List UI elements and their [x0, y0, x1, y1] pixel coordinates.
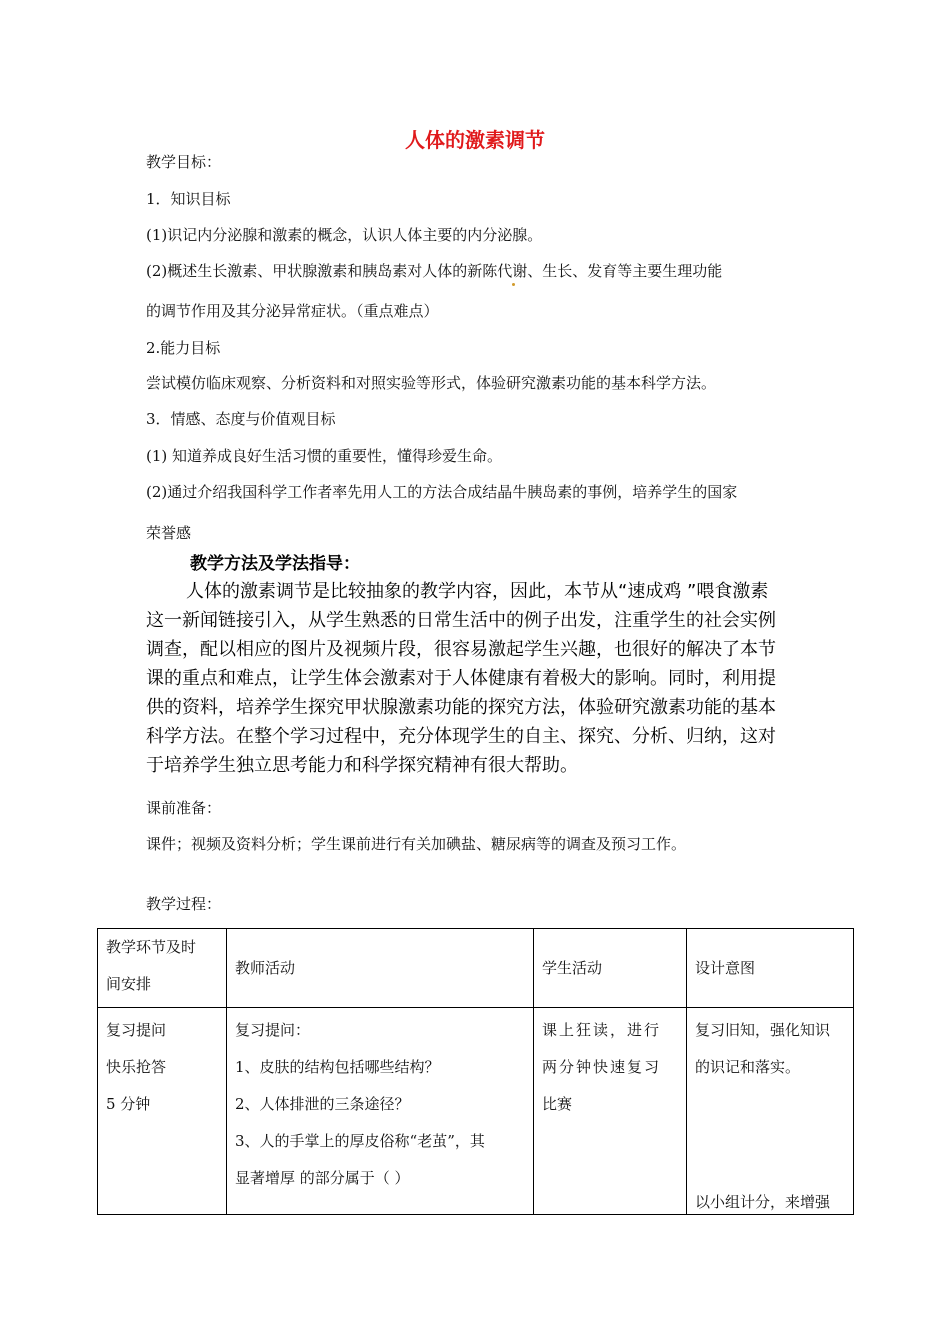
cell-design-intent: 复习旧知，强化知识 的识记和落实。 以小组计分，来增强 [687, 1008, 854, 1215]
knowledge-goal-2-line2: 的调节作用及其分泌异常症状。（重点难点） [146, 302, 439, 320]
method-heading: 教学方法及学法指导： [190, 554, 360, 574]
header-design-intent: 设计意图 [687, 929, 854, 1008]
method-line: 科学方法。在整个学习过程中，充分体现学生的自主、探究、分析、归纳，这对 [146, 726, 776, 747]
preparation-text: 课件；视频及资料分析；学生课前进行有关加碘盐、糖尿病等的调查及预习工作。 [146, 835, 687, 853]
cell-student-activity: 课上狂读，进行 两分钟快速复习 比赛 [534, 1008, 687, 1215]
emotion-goal-2-line2: 荣誉感 [146, 524, 192, 542]
knowledge-goal-2-line1: (2)概述生长激素、甲状腺激素和胰岛素对人体的新陈代谢、生长、发育等主要生理功能 [146, 262, 723, 280]
method-line: 调查，配以相应的图片及视频片段，很容易激起学生兴趣，也很好的解决了本节 [146, 639, 776, 660]
objectives-heading: 教学目标： [146, 153, 222, 171]
emotion-goal-2-line1: (2)通过介绍我国科学工作者率先用人工的方法合成结晶牛胰岛素的事例，培养学生的国家 [146, 483, 738, 501]
header-student-activity: 学生活动 [534, 929, 687, 1008]
header-teacher-activity: 教师活动 [227, 929, 534, 1008]
emotion-goal-1: (1) 知道养成良好生活习惯的重要性，懂得珍爱生命。 [146, 447, 503, 465]
ability-goal-text: 尝试模仿临床观察、分析资料和对照实验等形式，体验研究激素功能的基本科学方法。 [146, 374, 717, 392]
process-heading: 教学过程： [146, 895, 222, 913]
cell-teacher-activity: 复习提问： 1、皮肤的结构包括哪些结构？ 2、人体排泄的三条途径？ 3、人的手掌上的厚皮俗称“老茧”，其 显著增厚 的部分属于（ ） [227, 1008, 534, 1215]
design-intent-note: 以小组计分，来增强 [695, 1193, 831, 1211]
method-line: 课的重点和难点，让学生体会激素对于人体健康有着极大的影响。同时，利用提 [146, 668, 776, 689]
knowledge-goal-1: (1)识记内分泌腺和激素的概念，认识人体主要的内分泌腺。 [146, 226, 543, 244]
method-body [146, 577, 826, 780]
process-table [97, 928, 854, 1215]
stray-dot [512, 283, 515, 286]
table-row [98, 1008, 854, 1215]
method-line: 这一新闻链接引入，从学生熟悉的日常生活中的例子出发，注重学生的社会实例 [146, 610, 776, 631]
preparation-heading: 课前准备： [146, 799, 222, 817]
ability-goal-heading: 2.能力目标 [146, 339, 221, 357]
table-header-row [98, 929, 854, 1008]
page-title: 人体的激素调节 [405, 128, 545, 152]
emotion-goal-heading: 3．情感、态度与价值观目标 [146, 410, 336, 428]
knowledge-goal-heading: 1．知识目标 [146, 190, 231, 208]
method-line: 人体的激素调节是比较抽象的教学内容，因此，本节从“速成鸡 ”喂食激素 [186, 581, 769, 602]
header-stage-time: 教学环节及时 间安排 [98, 929, 227, 1008]
method-line: 于培养学生独立思考能力和科学探究精神有很大帮助。 [146, 755, 578, 776]
cell-stage: 复习提问 快乐抢答 5 分钟 [98, 1008, 227, 1215]
method-line: 供的资料，培养学生探究甲状腺激素功能的探究方法，体验研究激素功能的基本 [146, 697, 776, 718]
